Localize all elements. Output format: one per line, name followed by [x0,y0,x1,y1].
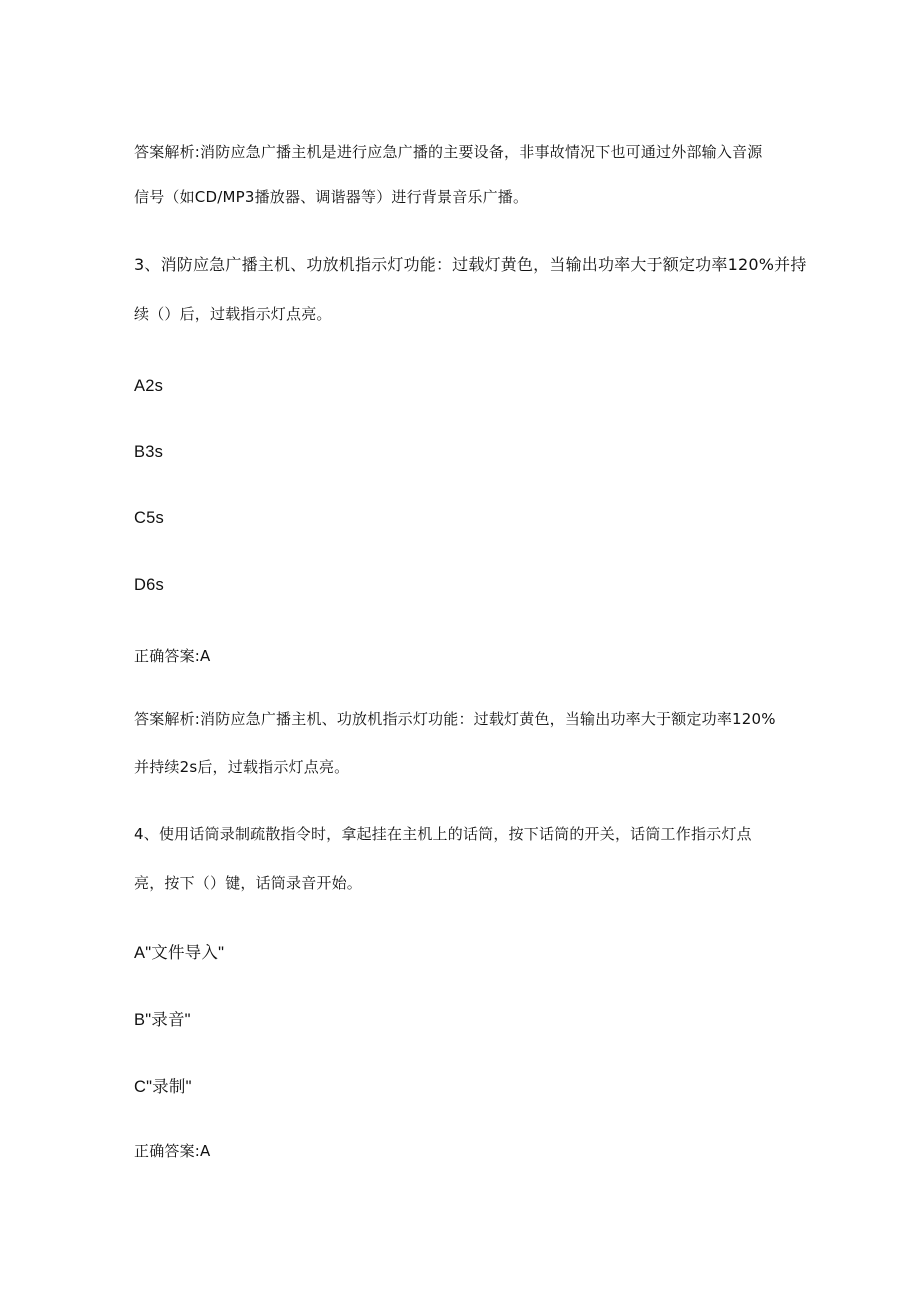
q4-option-c: C"录制" [134,1078,192,1096]
q3-option-a: A2s [134,377,164,395]
q4-stem-line-1: 4、使用话筒录制疏散指令时，拿起挂在主机上的话筒，按下话筒的开关，话筒工作指示灯点 [134,825,752,843]
q3-option-d: D6s [134,576,164,594]
q3-stem-line-1: 3、消防应急广播主机、功放机指示灯功能：过载灯黄色，当输出功率大于额定功率120%并持 [134,255,807,274]
q3-option-b: B3s [134,443,164,461]
q3-analysis-line-2: 并持续2s后，过载指示灯点亮。 [134,758,350,776]
q3-analysis-line-1: 答案解析:消防应急广播主机、功放机指示灯功能：过载灯黄色，当输出功率大于额定功率120% [134,710,776,728]
q2-analysis-line-2: 信号（如CD/MP3播放器、调谐器等）进行背景音乐广播。 [134,188,529,206]
q4-option-a: A"文件导入" [134,944,225,962]
q3-option-c: C5s [134,509,164,527]
q4-correct-answer: 正确答案:A [134,1142,211,1160]
q3-stem-line-2: 续（）后，过载指示灯点亮。 [134,305,332,323]
q4-option-b: B"录音" [134,1011,191,1029]
q3-correct-answer: 正确答案:A [134,647,211,665]
q2-analysis-line-1: 答案解析:消防应急广播主机是进行应急广播的主要设备，非事故情况下也可通过外部输入音源 [134,143,763,161]
q4-stem-line-2: 亮，按下（）键，话筒录音开始。 [134,874,363,892]
